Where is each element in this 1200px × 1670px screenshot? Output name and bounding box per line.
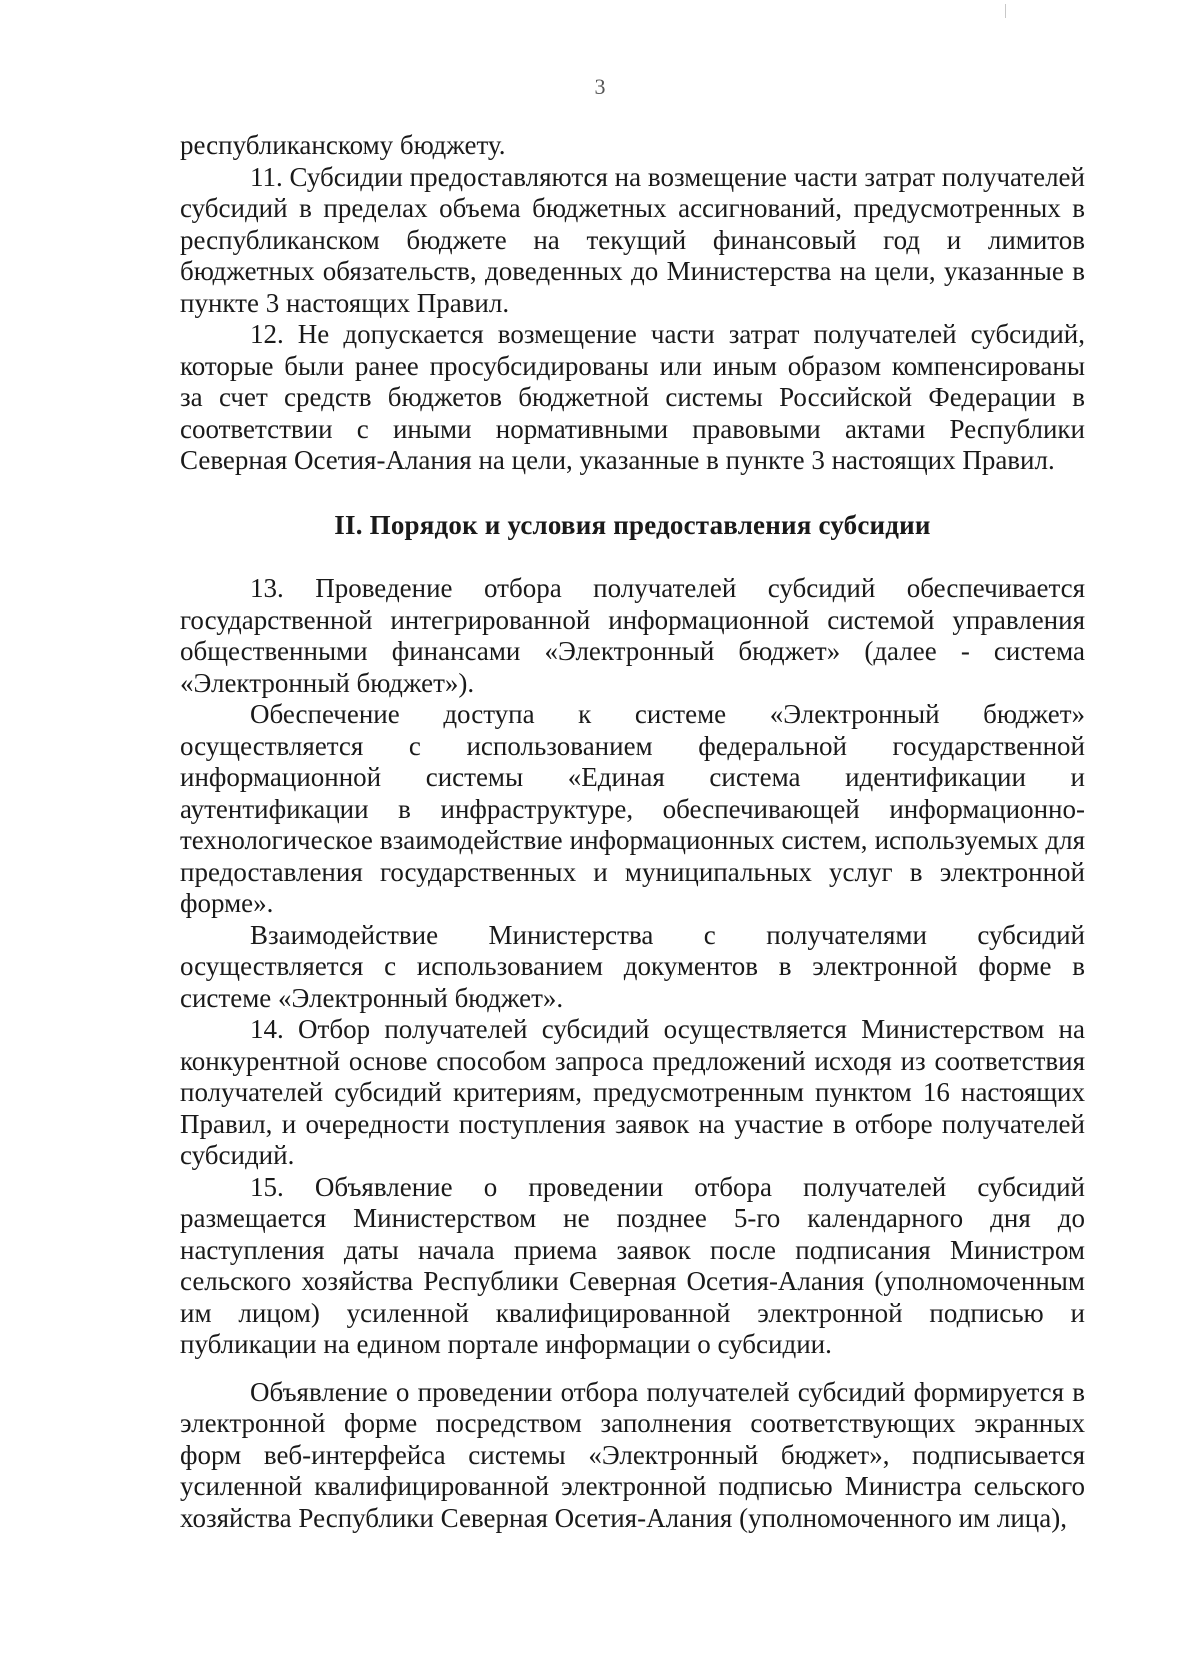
paragraph-11: 11. Субсидии предоставляются на возмещение части затрат получателей субсидий в пределах объема бюджетных ассигнований, предусмотренных в республиканском бюджете на текущий финансовый год и лимитов бюджетных обязательств, доведенных до Министерства на цели, указанные в пункте 3 настоящих Правил. [180, 161, 1085, 318]
paragraph-gap [180, 1361, 1085, 1377]
section-heading: II. Порядок и условия предоставления субсидии [334, 509, 931, 540]
paragraph-13-interaction: Взаимодействие Министерства с получателями субсидий осуществляется с использованием документов в электронной форме в системе «Электронный бюджет». [180, 919, 1085, 1013]
paragraph-14: 14. Отбор получателей субсидий осуществляется Министерством на конкурентной основе способом запроса предложений исходя из соответствия получателей субсидий критериям, предусмотренным пунктом 16 настоящих Правил, и очередности поступления заявок на участие в отборе получателей субсидий. [180, 1014, 1085, 1170]
paragraph-12: 12. Не допускается возмещение части затрат получателей субсидий, которые были ранее просубсидированы или иным образом компенсированы за счет средств бюджетов бюджетной системы Российской Федерации в соответствии с иными нормативными правовыми актами Республики Северная Осетия-Алания на цели, указанные в пункте 3 настоящих Правил. [180, 319, 1085, 475]
page-number: 3 [594, 74, 606, 99]
paragraph-13-access: Обеспечение доступа к системе «Электронный бюджет» осуществляется с использованием федеральной государственной информационной системы «Единая система идентификации и аутентификации в инфраструктуре, обеспечивающей информационно-технологическое взаимодействие информационных систем, используемых для предоставления государственных и муниципальных услуг в электронной форме». [180, 699, 1085, 918]
paragraph-15-announcement: Объявление о проведении отбора получателей субсидий формируется в электронной форме посредством заполнения соответствующих экранных форм веб-интерфейса системы «Электронный бюджет», подписывается усиленной квалифицированной электронной подписью Министра сельского хозяйства Республики Северная Осетия-Алания (уполномоченного им лица), [180, 1376, 1085, 1533]
paragraph-15: 15. Объявление о проведении отбора получателей субсидий размещается Министерством не позднее 5-го календарного дня до наступления даты начала приема заявок после подписания Министром сельского хозяйства Республики Северная Осетия-Алания (уполномоченным им лицом) усиленной квалифицированной электронной подписью и публикации на едином портале информации о субсидии. [180, 1171, 1085, 1359]
paragraph-13: 13. Проведение отбора получателей субсидий обеспечивается государственной интегрированной информационной системой управления общественными финансами «Электронный бюджет» (далее - система «Электронный бюджет»). [180, 573, 1085, 698]
continuation-text: республиканскому бюджету. [180, 130, 506, 160]
document-body [180, 130, 1085, 1534]
scan-mark [1005, 4, 1006, 18]
